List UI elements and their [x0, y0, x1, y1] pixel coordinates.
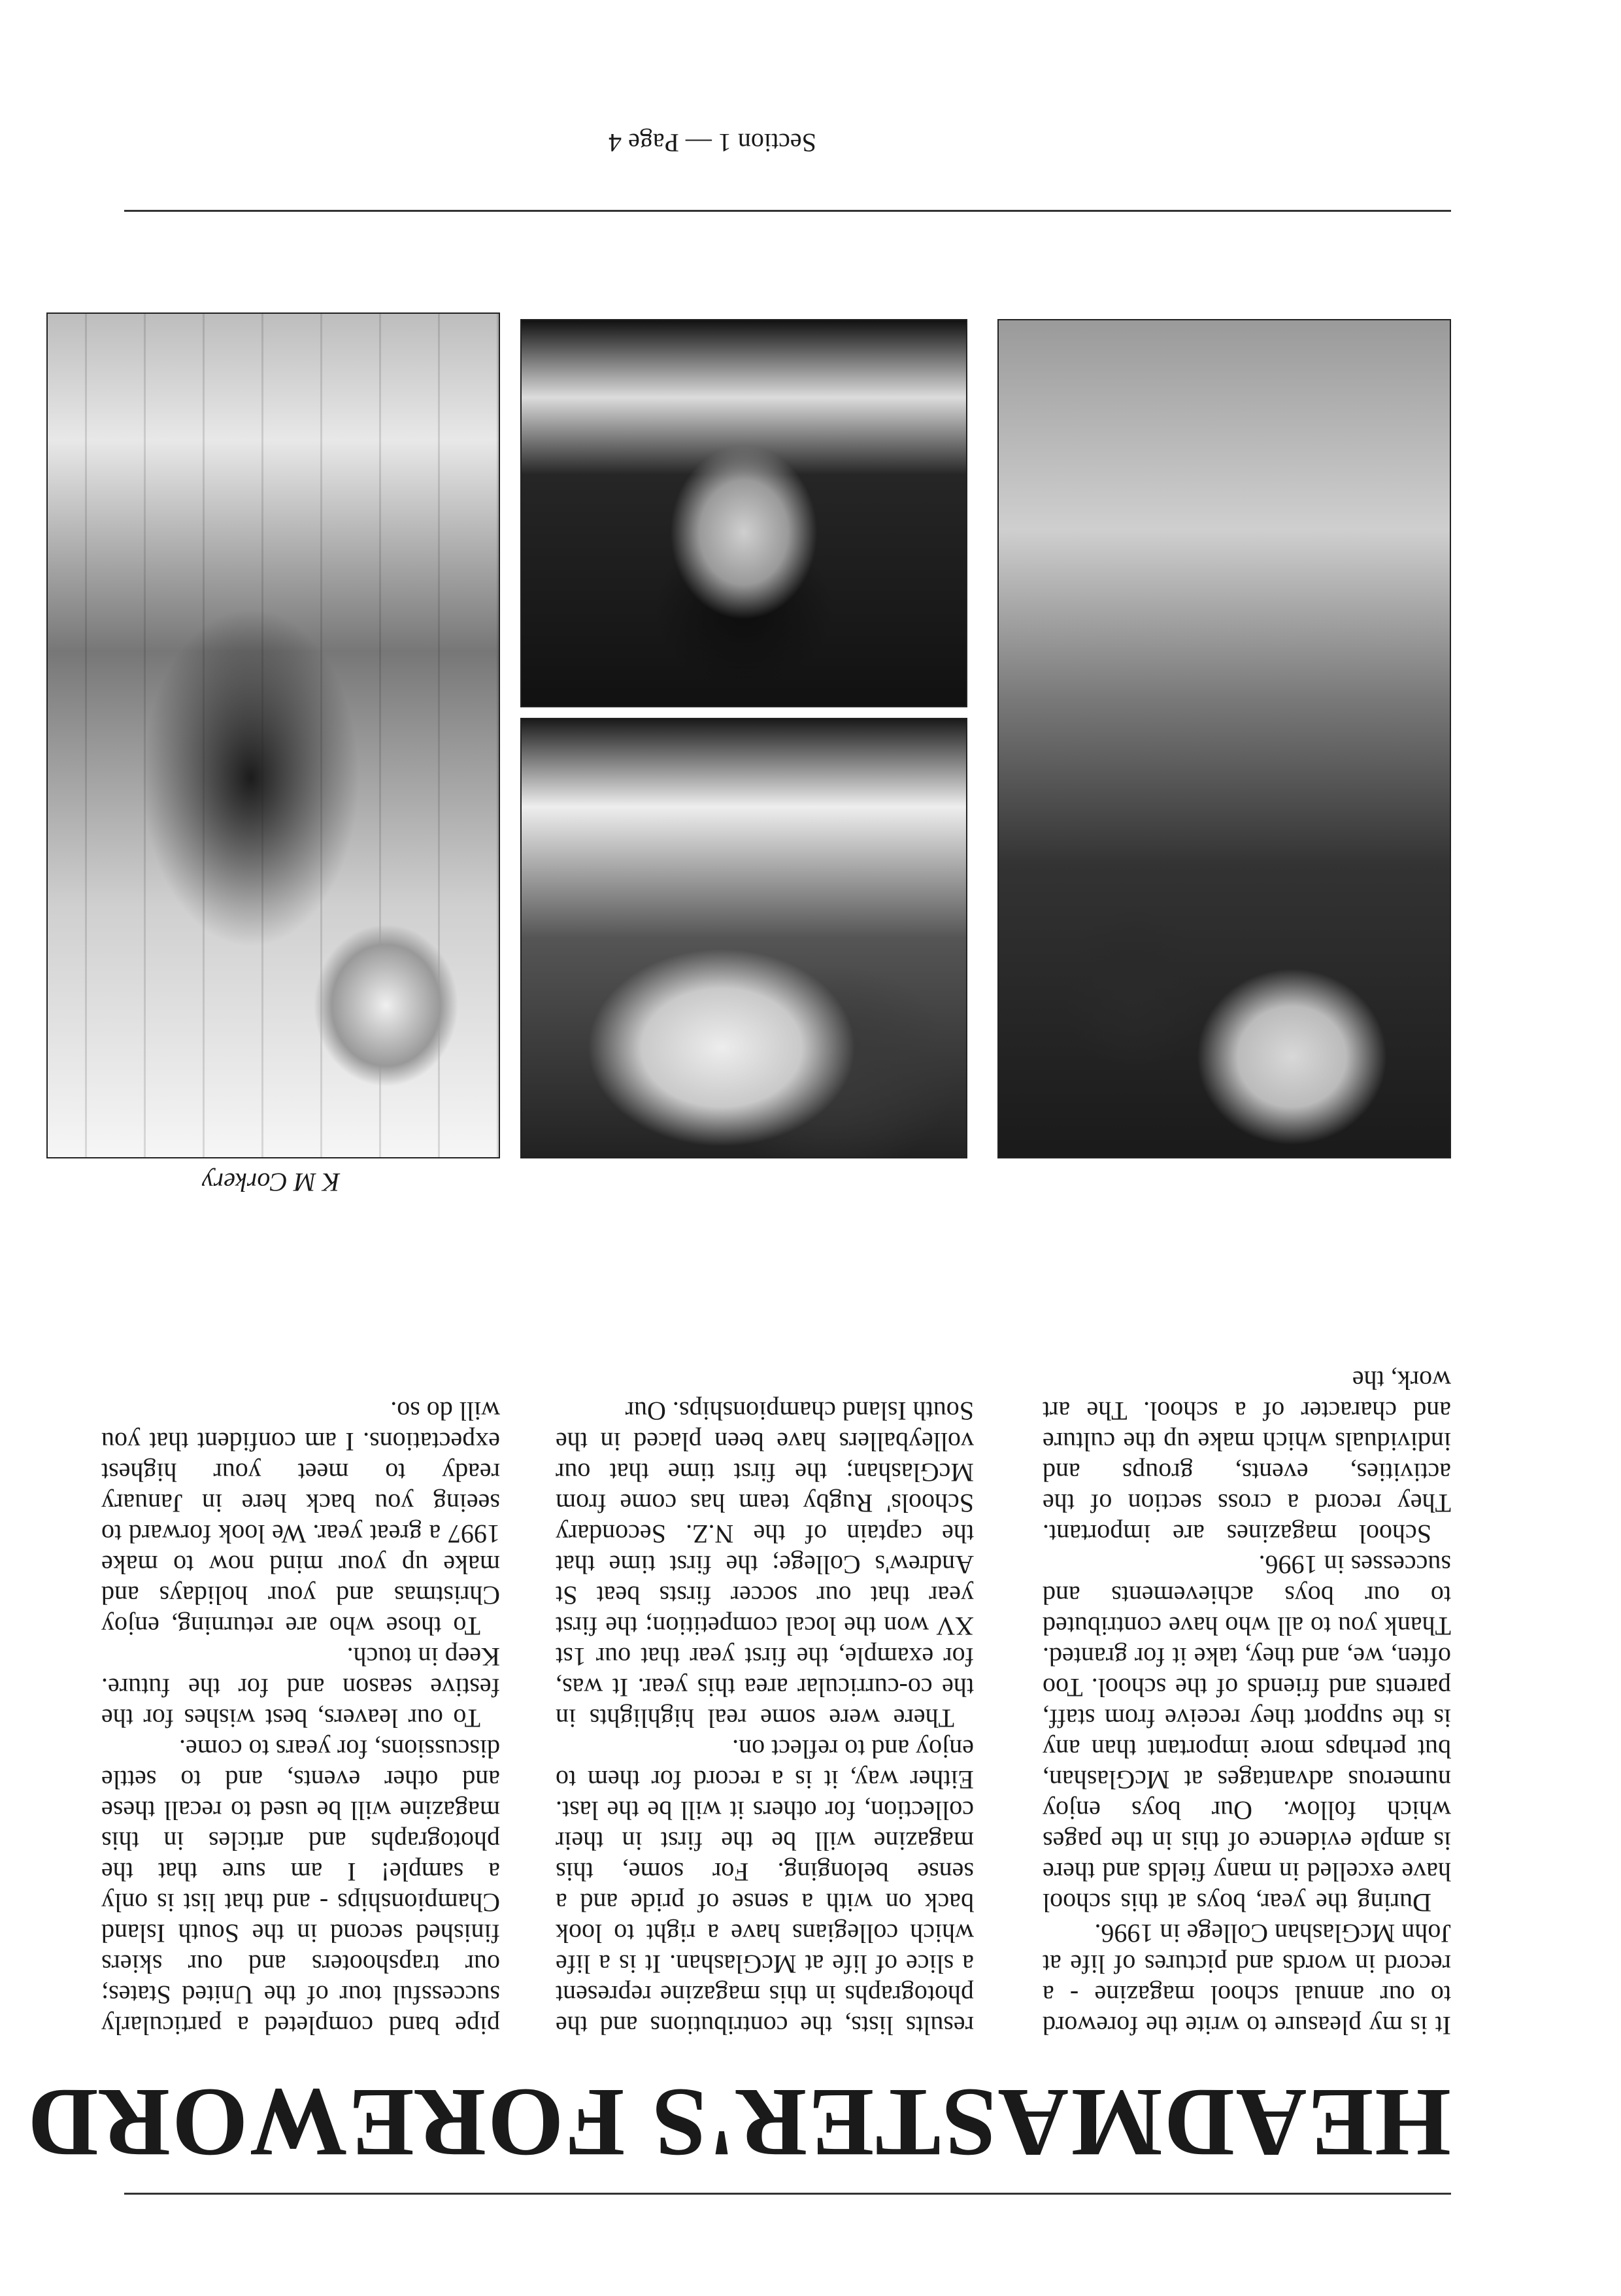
paragraph: It is my pleasure to write the foreword to our annual school magazine - a record in words and pictures of life at John McGlashan College in 1996.: [1043, 1919, 1451, 2040]
article-column-2: [556, 1396, 974, 2041]
page-footer: Section 1 — Page 4: [609, 128, 816, 158]
paragraph: pipe band completed a particularly successful tour of the United States; our trapshooters and our skiers finished second in the South Island Championships - and that list is only a sample! I am sure that the photographs and articles in this magazine will be used to recall these and other events, and to settle discussions, for years to come.: [101, 1734, 500, 2040]
paragraph: results lists, the contributions and the photographs in this magazine represent a slice of life at McGlashan. It is a life which collegians have a right to look back on with a sense of pride and a sense belonging. For some, this magazine will be the first in their collection, for others it will be the last. Either way, it is a record for them to enjoy and to reflect on.: [556, 1734, 974, 2040]
photo-two-students: [520, 718, 967, 1158]
page-title: HEADMASTER'S FOREWORD: [26, 2068, 1451, 2177]
signature: K M Corkery: [201, 1168, 340, 1197]
top-rule: [124, 2193, 1451, 2195]
article-column-3: [101, 1396, 500, 2041]
paragraph: There were some real highlights in the co-curricular area this year. It was, for example, the first year that our 1st XV won the local competition; the first year that our soccer firsts beat St Andrew's College; the first time that the captain of the N.Z. Secondary Schools' Rugby team has come from McGlashan; the first time that our volleyballers have been placed in the South Island championships. Our: [556, 1396, 974, 1733]
photo-portrait: [520, 319, 967, 707]
paragraph: During the year, boys at this school have excelled in many fields and there is ample evidence of this in the pages which follow. Our boys enjoy numerous advantages at McGlashan, but perhaps more important than any is the support they receive from staff, parents and friends of the school. Too often, we, and they, take it for granted. Thank you to all who have contributed to our boys achievements and successes in 1996.: [1043, 1550, 1451, 1917]
photo-group-outdoors: [997, 319, 1451, 1158]
paragraph: School magazines are important. They record a cross section of the activities, events, groups and individuals which make up the culture and character of a school. The art work, the: [1043, 1366, 1451, 1549]
photo-presentation: [46, 312, 500, 1158]
article-column-1: [1043, 1365, 1451, 2041]
bottom-rule: [124, 210, 1451, 212]
paragraph: To our leavers, best wishes for the festive season and for the future. Keep in touch.: [101, 1642, 500, 1733]
paragraph: To those who are returning, enjoy Christmas and your holidays and make up your mind now to make 1997 a great year. We look forward to seeing you back here in January ready to meet your highest expectations. I am confident that you will do so.: [101, 1396, 500, 1641]
